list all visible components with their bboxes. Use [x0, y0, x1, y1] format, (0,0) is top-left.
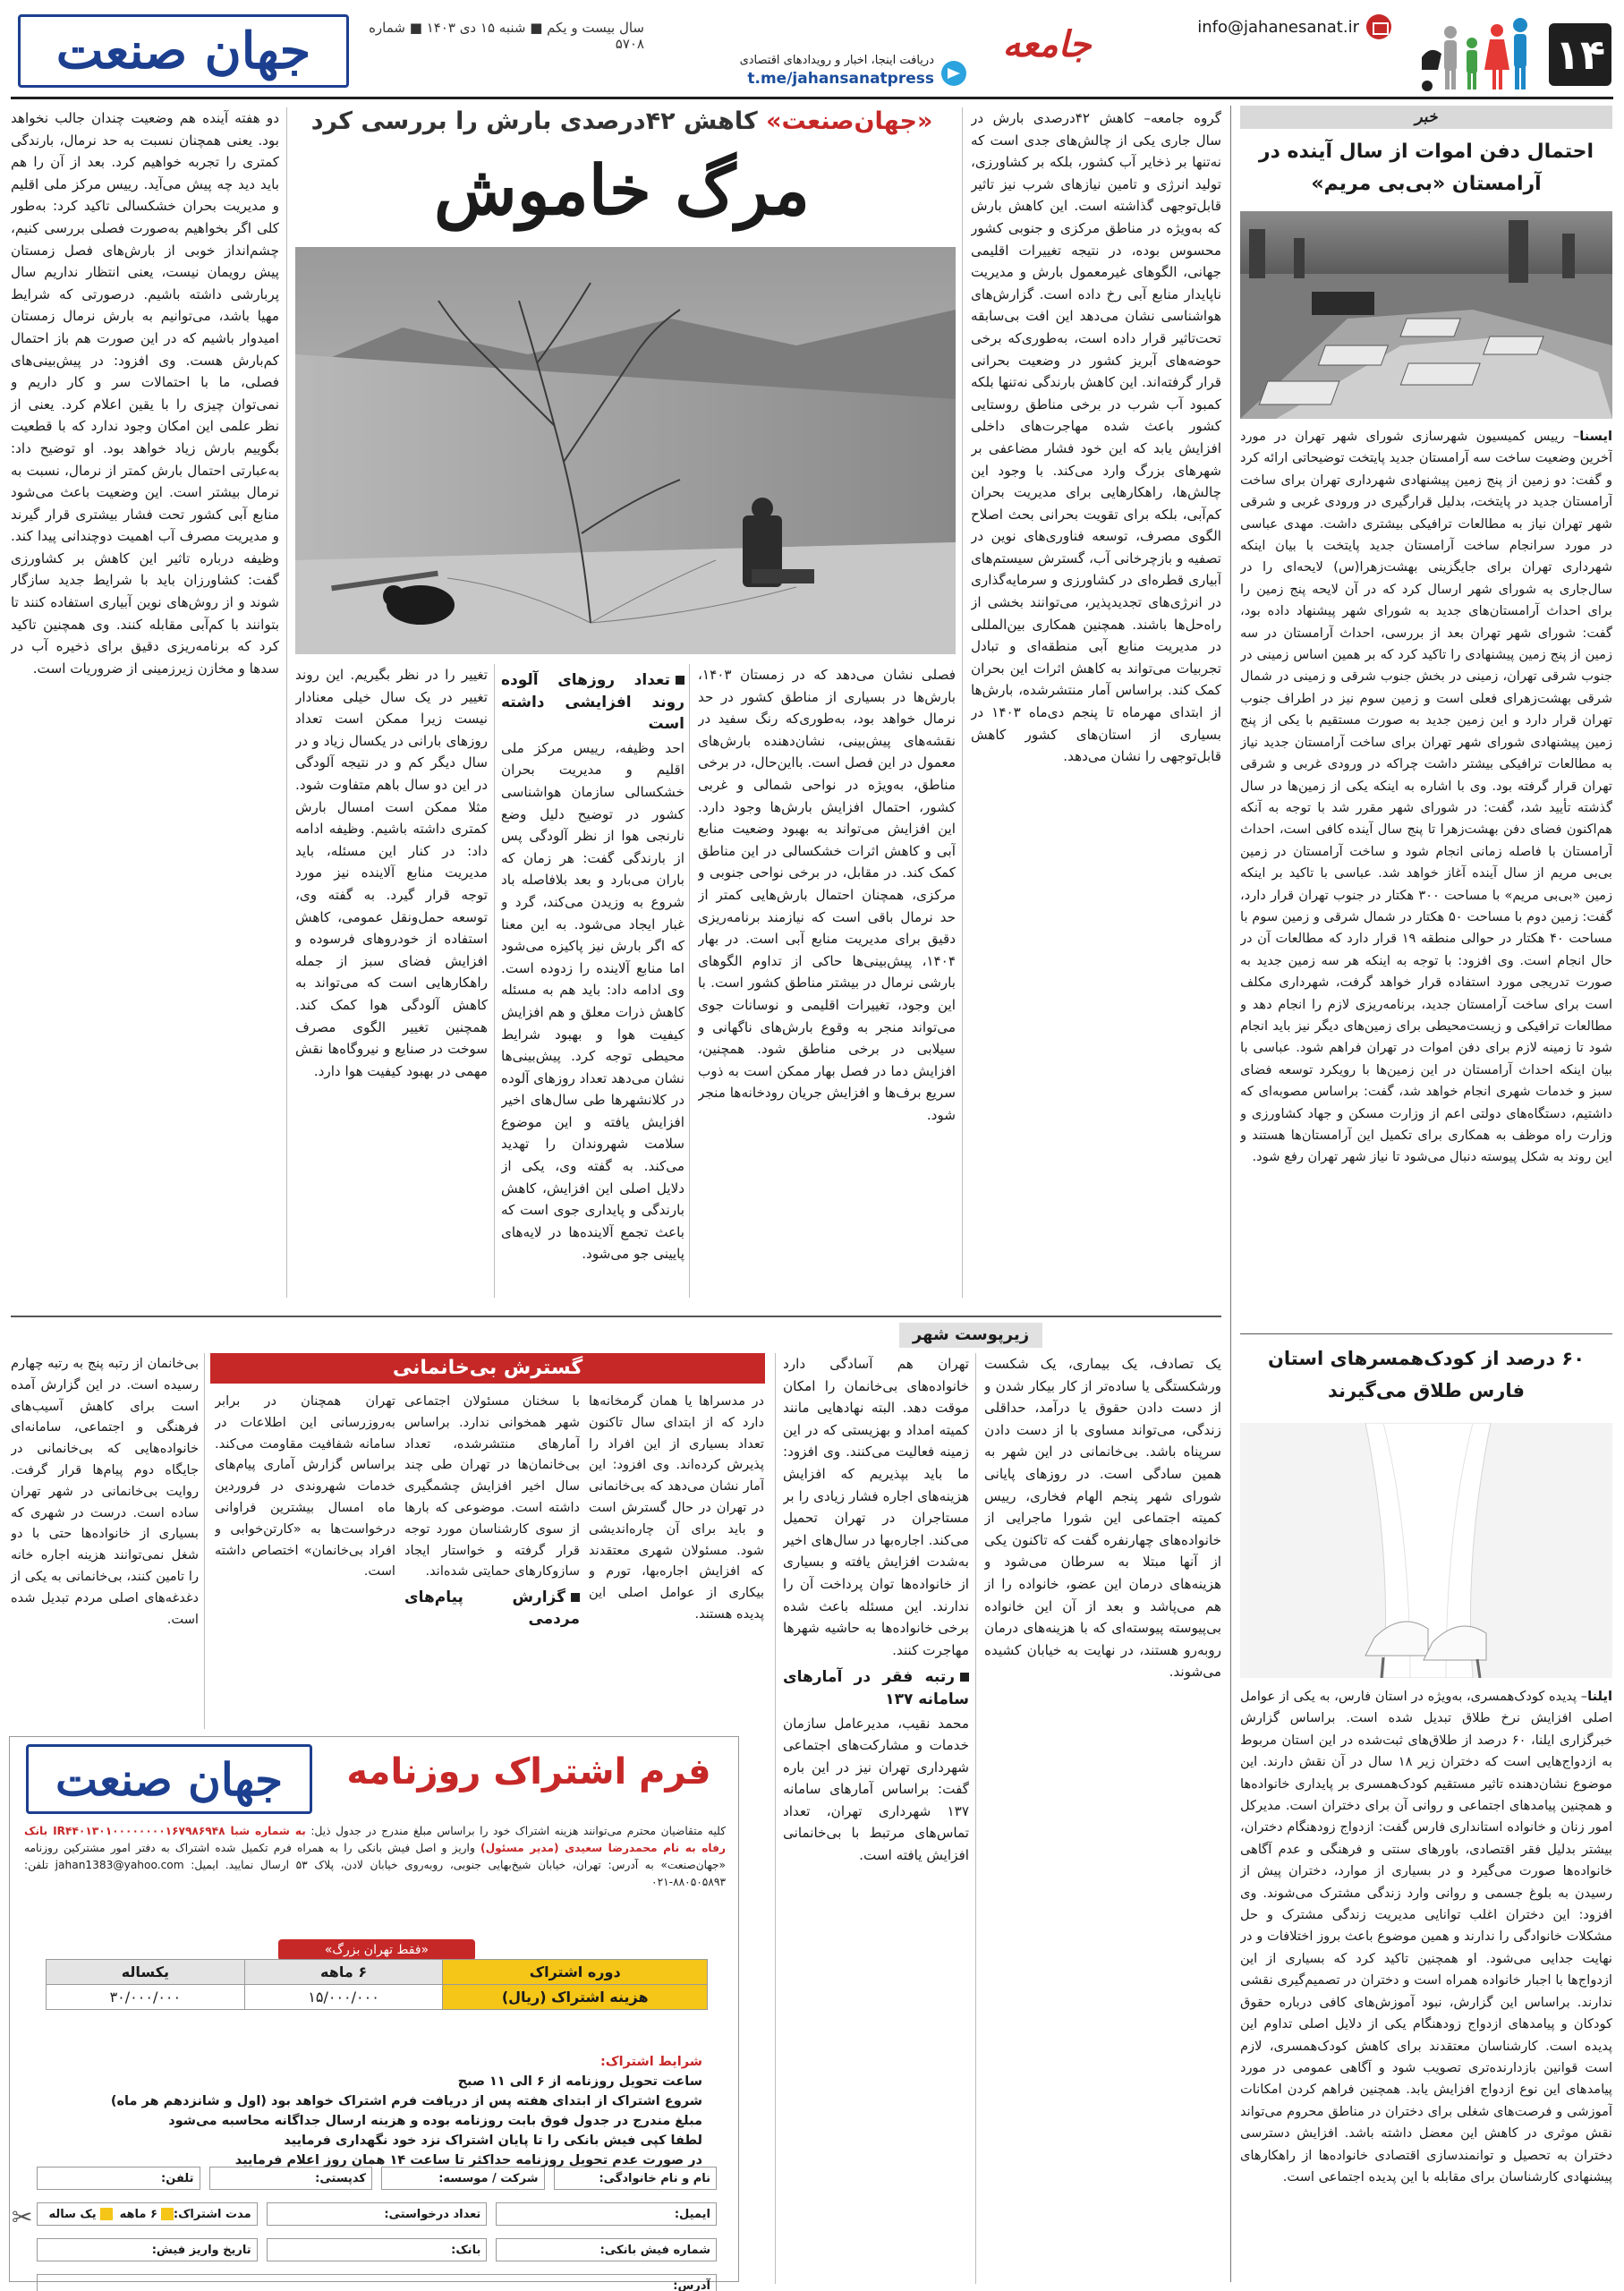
checkbox-1y-label: یک ساله — [48, 2207, 97, 2221]
main-col3-text: احد وظیفه، رییس مرکز ملی اقلیم و مدیریت بحران خشکسالی سازمان هواشناسی کشور در توضیح دلیل وضع نارنجی هوا از نظر آلودگی پس از بارندگی گفت: هر زمان که باران می‌بارد و بعد بلافاصله باد شروع به وزیدن می‌کند، گرد و غبار ایجاد می‌شود. به این معنا که اگر بارش نیز پاکیزه می‌شود اما منابع آلاینده را زدوده است. وی ادامه داد: باید هم به مسئله کاهش ذرات معلق و هم افزایش کیفیت هوا و بهبود شرایط محیطی توجه کرد. پیش‌بینی‌ها نشان می‌دهد تعداد روزهای آلوده در کلانشهرها طی سال‌های اخیر افزایش یافته و این موضوع سلامت شهروندان را تهدید می‌کند. به گفته وی، یکی از دلایل اصلی این افزایش، کاهش بارندگی و پایداری جوی است که باعث تجمع آلاینده‌ها در لایه‌های پایینی جو می‌شود. — [501, 739, 684, 1263]
table-row-cost-label: هزینه اشتراک (ریال) — [443, 1985, 708, 2010]
checkbox-1y[interactable] — [100, 2208, 113, 2220]
name-field-label: نام و نام خانوادگی: — [599, 2171, 710, 2185]
main-column-1 — [971, 107, 1221, 1298]
tehran-only-tag: «فقط تهران بزرگ» — [278, 1939, 475, 1961]
form-logo-text: جهان صنعت — [55, 1752, 284, 1806]
bottom-subheading — [783, 1666, 969, 1710]
col3-subheading-text: تعداد روزهای آلوده روند افزایشی داشته است — [501, 671, 684, 734]
condition-item: در صورت عدم تحویل روزنامه حداکثر تا ساعت ۱۴ همان روز اعلام فرمایید — [234, 2153, 702, 2168]
email-field-label: ایمیل: — [674, 2207, 710, 2221]
homelessness-box-header: گسترش بی‌خانمانی — [210, 1353, 765, 1384]
main-column-5 — [11, 107, 279, 1298]
box-col1-text: در مدسرا‌ها یا همان گرمخانه‌ها دارد که از ابتدای سال تاکنون تعداد بسیاری از این افراد را پذیرش کرده‌اند. وی افزود: این آمار نشان می‌دهد که بی‌خانمانی در تهران در حال گسترش است و باید برای آن چاره‌اندیشی شود. مسئولان شهری معتقدند که افزایش اجاره‌بها، تورم و بیکاری از عوامل اصلی این پدیده هستند. — [589, 1393, 764, 1622]
deposit-date-field[interactable] — [37, 2238, 258, 2261]
receipt-field-label: شماره فیش بانکی: — [599, 2243, 710, 2257]
bottom-right-text: بی‌خانمان از رتبه پنج به رتبه چهارم رسیده است. در این گزارش آمده است برای کاهش آسیب‌های فرهنگی و اجتماعی، سامانه‌ای خانواده‌هایی که بی‌خانمانی در جایگاه دوم پیام‌ها قرار گرفت. روایت بی‌خانمانی در شهر تهران ساده است. درست در شهری که بسیاری از خانواده‌ها حتی با دو شغل نمی‌توانند هزینه اجاره خانه را تامین کنند، بی‌خانمانی به یکی از دغدغه‌های اصلی مردم تبدیل شده است. — [11, 1356, 199, 1627]
table-cell-1y-cost: ۳۰/۰۰۰/۰۰۰ — [47, 1985, 245, 2010]
telegram-channel[interactable] — [644, 54, 966, 89]
box-column-3 — [215, 1391, 395, 1722]
form-fields — [37, 2167, 717, 2291]
family-illustration-icon — [1404, 13, 1538, 93]
main-col4-text: تغییر را در نظر بگیریم. این روند تغییر در یک سال خیلی معنادار نیست زیرا ممکن است تعداد روزهای بارانی در یکسال زیاد و در سال دیگر کم و در نتیجه آلودگی در این دو سال باهم متفاوت شود. مثلا ممکن است امسال بارش کمتری داشته باشیم. وظیفه ادامه داد: در کنار این مسئله، باید مدیریت منابع آلاینده نیز مورد توجه قرار گیرد. به گفته وی، توسعه حمل‌ونقل عمومی، کاهش استفاده از خودروهای فرسوده و افزایش فضای سبز از جمله راهکارهایی است که می‌تواند به کاهش آلودگی هوا کمک کند. همچنین تغییر الگوی مصرف سوخت در صنایع و نیروگاه‌ها نقش مهمی در بهبود کیفیت هوا دارد. — [295, 667, 488, 1079]
form-intro-b: واریز و اصل فیش بانکی را به همراه فرم تکمیل شده اشتراک به دفتر امور مشترکین روزنامه «جهان‌صنعت» به آدرس: تهران، خیابان شیخ‌بهایی جنوبی، روبه‌روی خیابان لادن، پلاک ۵۳ ارسال نمایید. ایمیل: jahan1383@yahoo.com تلفن: ۸۸۰۵۰۵۸۹۳-۰۲۱ — [24, 1842, 726, 1888]
form-logo — [26, 1744, 312, 1814]
phone-field[interactable] — [37, 2167, 200, 2190]
postal-code-field[interactable] — [209, 2167, 373, 2190]
col-divider — [494, 664, 495, 1298]
sidebar-top-title: احتمال دفن اموات از سال آینده در آرامستان «بی‌بی مریم» — [1258, 141, 1594, 195]
box-col3-text: تهران همچنان در برابر به‌روزرسانی این اطلاعات در سامانه شفافیت مقاومت می‌کند. براساس گزارش آماری پیام‌های خدمات شهروندی در فروردین ماه امسال بیشترین فراوانی درخواست‌ها به «کارتن‌خوابی و افراد بی‌خانمان» اختصاص داشته است. — [215, 1393, 395, 1580]
bullet-square-icon — [676, 676, 684, 685]
bottom-subheading-text: رتبه فقر در آمارهای سامانه ۱۳۷ — [783, 1668, 969, 1708]
bottom-section-tag: زیرپوست شهر — [899, 1323, 1042, 1348]
bank-field-label: بانک: — [451, 2243, 481, 2257]
form-intro — [24, 1823, 726, 1891]
address-field[interactable] — [37, 2274, 717, 2291]
section-divider — [11, 1316, 1221, 1317]
quantity-field-label: تعداد درخواستی: — [384, 2207, 481, 2221]
sidebar-divider — [1240, 1333, 1612, 1334]
sidebar-vertical-divider — [1230, 106, 1231, 2282]
condition-item: شروع اشتراک از ابتدای هفته پس از دریافت فرم اشتراک خواهد بود (اول و شانزدهم هر ماه) — [110, 2094, 702, 2108]
issue-meta: سال بیست و یکم ■ شنبه ۱۵ دی ۱۴۰۳ ■ شماره ۵۷۰۸ — [369, 20, 644, 52]
price-table — [46, 1959, 708, 2010]
company-field[interactable] — [381, 2167, 545, 2190]
conditions-title: شرایط اشتراک: — [599, 2055, 702, 2069]
box-subheading — [404, 1588, 580, 1631]
postal-field-label: کدپستی: — [315, 2171, 366, 2185]
main-column-2 — [698, 664, 956, 1298]
checkbox-6m[interactable] — [161, 2208, 174, 2220]
form-intro-a: کلیه متقاضیان محترم می‌توانند هزینه اشتراک خود را براساس مبلغ مندرج در جدول ذیل: — [310, 1825, 727, 1837]
condition-item: لطفا کپی فیش بانکی را تا پایان اشتراک نزد خود نگهداری فرمایید — [284, 2133, 702, 2148]
bridal-shoes-photo — [1240, 1423, 1612, 1678]
main-kicker — [295, 107, 948, 135]
main-column-4 — [295, 664, 488, 1298]
sidebar-top-body — [1240, 426, 1612, 1321]
scissors-icon: ✂ — [12, 2202, 33, 2232]
email-contact[interactable] — [1197, 13, 1391, 41]
condition-item: مبلغ مندرج در جدول فوق بابت روزنامه بوده و هزینه ارسال جداگانه محاسبه می‌شود — [168, 2114, 702, 2128]
bank-field[interactable] — [267, 2238, 488, 2261]
table-header-6m: ۶ ماهه — [244, 1960, 443, 1985]
bottom-column-2 — [783, 1353, 969, 2284]
bottom-column-right — [11, 1353, 199, 1729]
main-column-3 — [501, 664, 684, 1298]
page-number: ۱۴ — [1549, 23, 1611, 86]
col-divider — [962, 107, 963, 1298]
section-title: جامعه — [1002, 23, 1092, 65]
col3-subheading — [501, 669, 684, 736]
telegram-link[interactable]: t.me/jahansanatpress — [747, 70, 934, 88]
bottom-col2-text: تهران هم آسادگی دارد خانواده‌های بی‌خانمان را امکان موقت دهد. البته نهادهایی مانند کمیته امداد و بهزیستی که در این زمینه فعالیت می‌کنند. وی افزود: ما باید بپذیریم که افزایش هزینه‌های اجاره فشار زیادی را بر مستاجران در تهران تحمیل می‌کند. اجاره‌بها در سال‌های اخیر به‌شدت افزایش یافته و بسیاری از خانواده‌ها توان پرداخت آن را ندارند. این مسئله باعث شده برخی خانواده‌ها به حاشیه شهرها مهاجرت کنند. — [783, 1356, 969, 1658]
page-header — [0, 0, 1624, 100]
subscription-conditions — [40, 2052, 702, 2170]
condition-item: ساعت تحویل روزنامه از ۶ الی ۱۱ صبح — [457, 2074, 702, 2089]
sidebar-news-tag: خبر — [1240, 106, 1612, 129]
sidebar-top-lead: ایسنا — [1579, 429, 1612, 444]
sidebar-bottom-body — [1240, 1686, 1612, 2286]
newspaper-logo — [18, 14, 349, 88]
period-field-label: مدت اشتراک: — [173, 2207, 251, 2221]
subscription-form — [9, 1736, 739, 2291]
bullet-square-icon — [571, 1593, 580, 1602]
telegram-icon — [941, 61, 966, 86]
checkbox-6m-label: ۶ ماهه — [119, 2207, 157, 2221]
bullet-square-icon — [960, 1673, 969, 1682]
cemetery-photo — [1240, 211, 1612, 419]
col-divider — [975, 1353, 976, 2284]
sidebar-bottom-lead: ایلنا — [1587, 1689, 1612, 1704]
box-column-1 — [589, 1391, 764, 1722]
main-col2-text: فصلی نشان می‌دهد که در زمستان ۱۴۰۳، بارش‌ها در بسیاری از مناطق کشور در حد نرمال خواهد بود، به‌طوری‌که رنگ سفید در نقشه‌های پیش‌بینی، نشان‌دهنده بارش‌های معمول در این فصل است. بااین‌حال، در برخی مناطق، به‌ویژه در نواحی شمالی و غربی کشور، احتمال افزایش بارش‌ها وجود دارد. این افزایش می‌تواند به بهبود وضعیت منابع آبی و کاهش اثرات خشکسالی در این مناطق کمک کند. در مقابل، در برخی نواحی جنوبی و مرکزی، همچنان احتمال بارش‌هایی کمتر از حد نرمال باقی است که نیازمند برنامه‌ریزی دقیق برای مدیریت منابع آبی است. در بهار ۱۴۰۴، پیش‌بینی‌ها حاکی از تداوم الگوهای بارشی نرمال در بیشتر مناطق کشور است. با این وجود، تغییرات اقلیمی و نوسانات جوی می‌تواند منجر به وقوع بارش‌های ناگهانی و سیلابی در برخی مناطق شود. همچنین، افزایش دما در فصل بهار ممکن است به ذوب سریع برف‌ها و افزایش جریان رودخانه‌ها منجر شود. — [698, 667, 956, 1123]
col-divider — [286, 107, 287, 1298]
main-col1-text: گروه جامعه– کاهش ۴۲درصدی بارش در سال جاری یکی از چالش‌های جدی است که نه‌تنها بر ذخایر آب کشور، بلکه بر کشاورزی، تولید انرژی و تامین نیازهای شرب نیز تاثیر قابل‌توجهی گذاشته است. این کاهش بارش که به‌ویژه در مناطق مرکزی و جنوبی کشور محسوس بوده، در نتیجه تغییرات اقلیمی جهانی، الگوهای غیرمعمول بارش و مدیریت ناپایدار منابع آبی رخ داده است. گزارش‌های هواشناسی نشان می‌دهد این افت بی‌سابقه تحت‌تاثیر قرار داده است، به‌طوری‌که برخی حوضه‌های آبریز کشور در وضعیت بحرانی قرار گرفته‌اند. این کاهش بارندگی نه‌تنها بلکه کمبود آب شرب در برخی مناطق روستایی کشور باعث شده مهاجرت‌های داخلی افزایش یابد که این خود فشار مضاعفی بر شهرهای بزرگ وارد می‌کند. با وجود این چالش‌ها، راهکارهایی برای مدیریت بحران کم‌آبی، بلکه برای تقویت بحرانی بحث اصلاح الگوی مصرف، توسعه فناوری‌های نوین در تصفیه و بازچرخانی آب، گسترش سیستم‌های آبیاری قطره‌ای در کشاورزی و سرمایه‌گذاری در انرژی‌های تجدیدپذیر، می‌توانند بخشی از راه‌حل‌ها باشند. همچنین همکاری بین‌المللی در مدیریت منابع آبی منطقه‌ای و تبادل تجربیات می‌تواند به کاهش اثرات این بحران کمک کند. براساس آمار منتشرشده، بارش‌ها از ابتدای مهرماه تا پنجم دی‌ماه ۱۴۰۳ در بسیاری از استان‌های کشور کاهش قابل‌توجهی را نشان می‌دهد. — [971, 110, 1221, 765]
name-field[interactable] — [554, 2167, 718, 2190]
bottom-column-1 — [984, 1353, 1221, 2284]
kicker-brand: «جهان‌صنعت» — [766, 107, 933, 135]
email-text[interactable]: info@jahanesanat.ir — [1197, 17, 1359, 37]
period-field[interactable] — [37, 2202, 258, 2226]
telegram-caption: دریافت اینجا، اخبار و رویدادهای اقتصادی — [739, 54, 934, 67]
company-field-label: شرکت / موسسه: — [438, 2171, 539, 2185]
main-col5-text: دو هفته آینده هم وضعیت چندان جالب نخواهد بود. یعنی همچنان نسبت به حد نرمال، بارندگی کمتری را تجربه خواهیم کرد. بعد از آن را هم باید دید چه پیش می‌آید. رییس مرکز ملی اقلیم و مدیریت بحران خشکسالی تاکید کرد: به‌طور کلی اگر بخواهیم به‌صورت فصلی بررسی کنیم، چشم‌انداز خوبی از بارش‌های فصل زمستان پیش رویمان نیست، یعنی انتظار نداریم سال پربارشی داشته باشیم. درصورتی که شرایط مهیا باشد، می‌توانیم به بارش نرمال زمستان امیدوار باشیم که در این صورت هم باز احتمال کم‌بارش هست. وی افزود: در پیش‌بینی‌های فصلی، ما با احتمالات سر و کار داریم و نمی‌توان چیزی را با یقین اعلام کرد. یعنی از نظر علمی این امکان وجود ندارد که با قطعیت بگوییم بارش زیاد خواهد بود. او توضیح داد: به‌عبارتی احتمال بارش کمتر از نرمال، نسبت به نرمال بیشتر است. این وضعیت باعث می‌شود منابع آبی کشور تحت فشار بیشتری قرار گیرند و مدیریت مصرف آب اهمیت دوچندانی پیدا کند. وظیفه درباره تاثیر این کاهش بر کشاورزی گفت: کشاورزان باید با شرایط جدید سازگار شوند و از روش‌های نوین آبیاری استفاده کنند تا بتوانند با کم‌آبی مقابله کنند. وی همچنین تاکید کرد که برنامه‌ریزی دقیق برای ذخیره آب در سدها و مخازن زیرزمینی از ضروریات است. — [11, 110, 279, 677]
bottom-col2b-text: محمد نقیب، مدیرعامل سازمان خدمات و مشارکت‌های اجتماعی شهرداری تهران نیز در این باره گفت: براساس آمارهای سامانه ۱۳۷ شهرداری تهران، تعداد تماس‌های مرتبط با بی‌خانمانی افزایش یافته است. — [783, 1715, 969, 1864]
main-headline: مرگ خاموش — [433, 150, 810, 230]
phone-field-label: تلفن: — [161, 2171, 194, 2185]
logo-text: جهان صنعت — [55, 21, 311, 81]
kicker-text: کاهش ۴۲درصدی بارش را بررسی کرد — [310, 107, 758, 135]
table-header-1y: یکساله — [47, 1960, 245, 1985]
box-column-2 — [404, 1391, 580, 1722]
sidebar-bottom-text: – پدیده کودک‌همسری، به‌ویژه در استان فارس، به یکی از عوامل اصلی افزایش نرخ طلاق تبدیل شده است. براساس گزارش خبرگزاری ایلنا، ۶۰ درصد از طلاق‌های ثبت‌شده در این استان مربوط به ازدواج‌هایی است که دختران زیر ۱۸ سال در آن نقش دارند. این موضوع نشان‌دهنده تاثیر مستقیم کودک‌همسری بر پایداری خانواده‌ها و همچنین پیامدهای اجتماعی و روانی آن برای دختران است. مدیرکل امور زنان و خانواده استانداری فارس گفت: ازدواج زودهنگام دختران، بیشتر بدلیل فقر اقتصادی، باورهای سنتی و فرهنگی و عدم آگاهی خانواده‌ها صورت می‌گیرد و در بسیاری از موارد، دختران پیش از رسیدن به بلوغ جسمی و روانی وارد زندگی مشترک می‌شوند. وی افزود: این دختران اغلب توانایی مدیریت زندگی مشترک و حل مشکلات خانوادگی را ندارند و همین موضوع باعث بروز اختلافات و در نهایت جدایی می‌شود. او همچنین تاکید کرد که بسیاری از این ازدواج‌ها با اجبار خانواده همراه است و دختران در تصمیم‌گیری نقشی ندارند. براساس این گزارش، نبود آموزش‌های کافی درباره حقوق کودکان و پیامدهای ازدواج زودهنگام یکی از دلایل اصلی تداوم این پدیده است. کارشناسان معتقدند برای کاهش کودک‌همسری، لازم است قوانین بازدارنده‌تری تصویب شود و آگاهی عمومی در مورد پیامدهای این نوع ازدواج افزایش یابد. همچنین فراهم کردن امکانات آموزشی و فرصت‌های شغلی برای دختران در مناطق محروم می‌تواند نقش موثری در کاهش این معضل داشته باشد. افزایش دسترسی دختران به تحصیل و توانمندسازی اقتصادی خانواده‌ها از راهکارهای پیشنهادی کارشناسان برای مقابله با این پدیده اجتماعی است. — [1240, 1689, 1612, 2185]
table-header-period: دوره اشتراک — [443, 1960, 708, 1985]
receipt-number-field[interactable] — [496, 2238, 717, 2261]
box-subheading-text: گزارش پیام‌های مردمی — [404, 1588, 580, 1628]
form-title: فرم اشتراک روزنامه — [346, 1751, 711, 1793]
header-divider — [11, 97, 1613, 99]
email-field[interactable] — [496, 2202, 717, 2226]
bottom-col1-text: یک تصادف، یک بیماری، یک شکست ورشکستگی یا ساده‌تر از کار بیکار شدن و از دست دادن حقوق یا درآمد، حداقلی زندگی، می‌تواند مساوی با از دست دادن سرپناه باشد. بی‌خانمانی در این شهر به همین سادگی است. در روزهای پایانی شورای شهر پنجم الهام فخاری، رییس کمیته اجتماعی این شورا ماجرایی از خانواده‌های چهارنفره گفت که تاکنون یکی از آنها مبتلا به سرطان می‌شود و هزینه‌های درمان این عضو، خانواده را از هم می‌پاشد و بعد از آن این خانواده بی‌پیوسته پیوسته‌ای که با هزینه‌های درمان روبه‌رو هستند، در نهایت به خیابان کشیده می‌شوند. — [984, 1356, 1221, 1681]
col-divider — [689, 664, 690, 1298]
sidebar-bottom-title: ۶۰ درصد از کودک‌همسرهای استان فارس طلاق می‌گیرند — [1267, 1348, 1586, 1401]
col-divider — [204, 1353, 205, 1729]
drought-photo — [295, 247, 956, 654]
address-field-label: آدرس: — [673, 2278, 710, 2291]
form-bank-account: به شماره شبا IR۴۴۰۱۳۰۱۰۰۰۰۰۰۰۰۱۶۷۹۸۶۹۴۸ بانک رفاه به نام محمدرضا سعیدی (مدیر مسئول) — [24, 1825, 727, 1854]
date-field-label: تاریخ واریز فیش: — [151, 2243, 251, 2257]
sidebar-top-text: – رییس کمیسیون شهرسازی شورای شهر تهران در مورد آخرین وضعیت ساخت سه آرامستان جدید پایتخت توضیحاتی ارائه کرد و گفت: دو زمین از پنج زمین پیشنهادی شهرداری تهران برای ساخت آرامستان جدید در پایتخت، بدلیل قرارگیری در ورودی غربی و شرقی شهر تهران نیاز به مطالعات ترافیکی بیشتری داشت. مهدی عباسی در مورد سرانجام ساخت آرامستان جدید پایتخت با بیان اینکه شهرداری تهران برای جایگزینی بهشت‌زهرا(س) لایحه‌ای را در سال‌جاری به شورای شهر ارسال کرد که در آن لایحه پنج زمین را برای احداث آرامستان‌های جدید به شورای شهر پیشنهاد داده بود، گفت: شورای شهر تهران بعد از بررسی، احداث آرامستان در سه زمین از پنج زمین پیشنهادی را تاکید کرد که بر همین اساس زمینی در جنوب شرقی تهران، زمینی در بخش جنوب شرقی و زمینی در شمال شرقی بهشت‌زهرای فعلی است و زمین سوم نیز در اطراف جنوب تهران قرار دارد و این زمین جدید به صورت مستقیم با یکی از پنج زمین پیشنهادی شورای شهر تهران برای ساخت آرامستان جدید نیاز به مطالعات ترافیکی بیشتر داشت چراکه در ورودی غربی و شرقی تهران قرار گرفته بود. وی با اشاره به اینکه یکی از زمین‌ها در سال گذشته تأیید شد، گفت: در شورای شهر مقرر شد با توجه به آنکه هم‌اکنون فضای دفن بهشت‌زهرا تا پنج سال آینده کافی است، احداث آرامستان با فاصله زمانی انجام شود و ساخت آرامستان در زمین بی‌بی مریم از سال آینده آغاز خواهد شد. عباسی با تاکید بر اینکه زمین «بی‌بی مریم» با مساحت ۳۰۰ هکتار در جنوب تهران قرار دارد، گفت: زمین دوم با مساحت ۵۰ هکتار در شمال شرقی و زمین سوم با مساحت ۴۰ هکتار در حوالی منطقه ۱۹ قرار دارد که مطالعات آن در حال انجام است. وی افزود: با توجه به اینکه هر سه زمین جدید به صورت تدریجی مورد استفاده قرار خواهد گرفت، شهرداری مکلف است برای ساخت آرامستان جدید، برنامه‌ریزی لازم را انجام دهد و مطالعات ترافیکی و زیست‌محیطی برای زمین‌های دیگر نیز باید انجام شود تا زمینه لازم برای دفن اموات در تهران فراهم شود. عباسی با بیان اینکه احداث آرامستان در این زمین‌ها با رویکرد توسعه فضای سبز و خدمات شهری انجام خواهد شد، گفت: براساس مصوبه‌ای که داشتیم، دستگاه‌های دولتی اعم از وزارت مسکن و جهاد کشاورزی و وزارت راه موظف به همکاری برای تکمیل این آرامستان‌ها هستند و این روند به شکل پیوسته دنبال می‌شود تا نیاز شهر تهران رفع شود. — [1240, 429, 1612, 1165]
table-cell-6m-cost: ۱۵/۰۰۰/۰۰۰ — [244, 1985, 443, 2010]
box-col2-text: با سخنان مسئولان اجتماعی شهر همخوانی ندارد. براساس آمارهای منتشرشده، تعداد بی‌خانمان‌ها در تهران طی چند سال اخیر افزایش چشمگیری داشته است. موضوعی که بارها از سوی کارشناسان مورد توجه قرار گرفته و خواستار ایجاد سازوکارهای حمایتی شده‌اند. — [404, 1393, 580, 1580]
quantity-field[interactable] — [267, 2202, 488, 2226]
email-icon — [1366, 14, 1391, 39]
col-divider — [775, 1353, 776, 2284]
